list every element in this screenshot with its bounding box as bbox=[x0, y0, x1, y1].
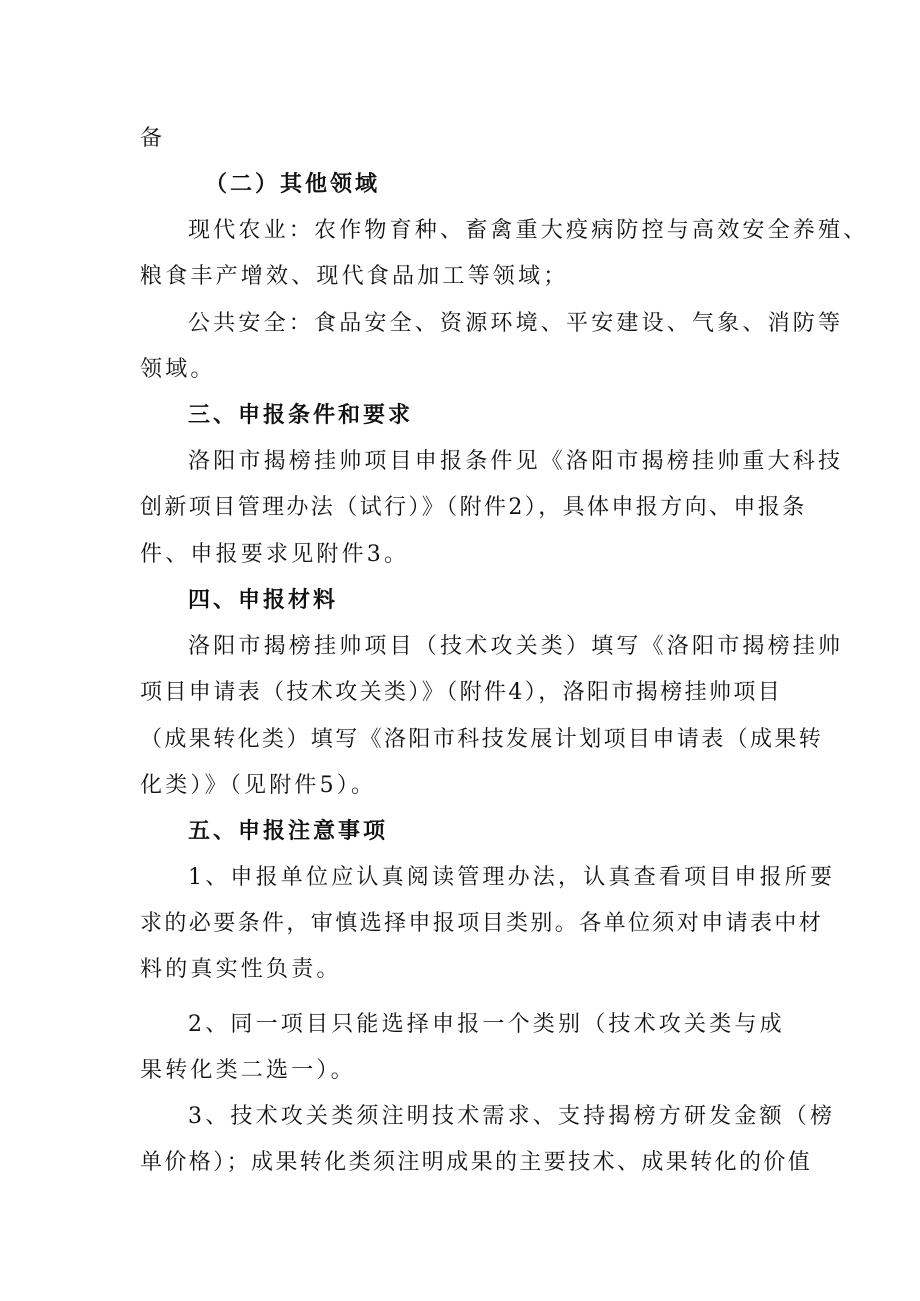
text-line: 领域。 bbox=[140, 357, 216, 382]
section-heading: 三、申报条件和要求 bbox=[188, 403, 414, 428]
text-line: 1、申报单位应认真阅读管理办法，认真查看项目申报所要 bbox=[188, 865, 836, 890]
text-line: 现代农业：农作物育种、畜禽重大疫病防控与高效安全养殖、 bbox=[188, 218, 869, 243]
text-line: 料的真实性负责。 bbox=[140, 957, 342, 982]
section-heading: 五、申报注意事项 bbox=[188, 819, 389, 844]
text-line: 洛阳市揭榜挂帅项目（技术攻关类）填写《洛阳市揭榜挂帅 bbox=[188, 634, 844, 659]
text-line: 单价格）；成果转化类须注明成果的主要技术、成果转化的价值 bbox=[140, 1150, 813, 1175]
text-line: 创新项目管理办法（试行）》（附件2），具体申报方向、申报条 bbox=[140, 495, 807, 520]
section-heading: 四、申报材料 bbox=[188, 588, 339, 613]
text-line: 洛阳市揭榜挂帅项目申报条件见《洛阳市揭榜挂帅重大科技 bbox=[188, 449, 844, 474]
section-heading: （二）其他领域 bbox=[205, 172, 381, 197]
text-line: 果转化类二选一）。 bbox=[140, 1058, 356, 1083]
text-line: 件、申报要求见附件3。 bbox=[140, 542, 410, 567]
text-line: 3、技术攻关类须注明技术需求、支持揭榜方研发金额（榜 bbox=[188, 1104, 836, 1129]
text-line: 2、同一项目只能选择申报一个类别（技术攻关类与成 bbox=[188, 1012, 785, 1037]
text-line: 备 bbox=[140, 126, 166, 151]
text-line: 项目申请表（技术攻关类）》（附件4），洛阳市揭榜挂帅项目 bbox=[140, 680, 783, 705]
text-line: 化类）》（见附件5）。 bbox=[140, 773, 377, 798]
text-line: 粮食丰产增效、现代食品加工等领域； bbox=[140, 264, 569, 289]
text-line: 求的必要条件，审慎选择申报项目类别。各单位须对申请表中材 bbox=[140, 911, 824, 936]
text-line: 公共安全：食品安全、资源环境、平安建设、气象、消防等 bbox=[188, 311, 844, 336]
text-line: （成果转化类）填写《洛阳市科技发展计划项目申请表（成果转 bbox=[140, 727, 824, 752]
